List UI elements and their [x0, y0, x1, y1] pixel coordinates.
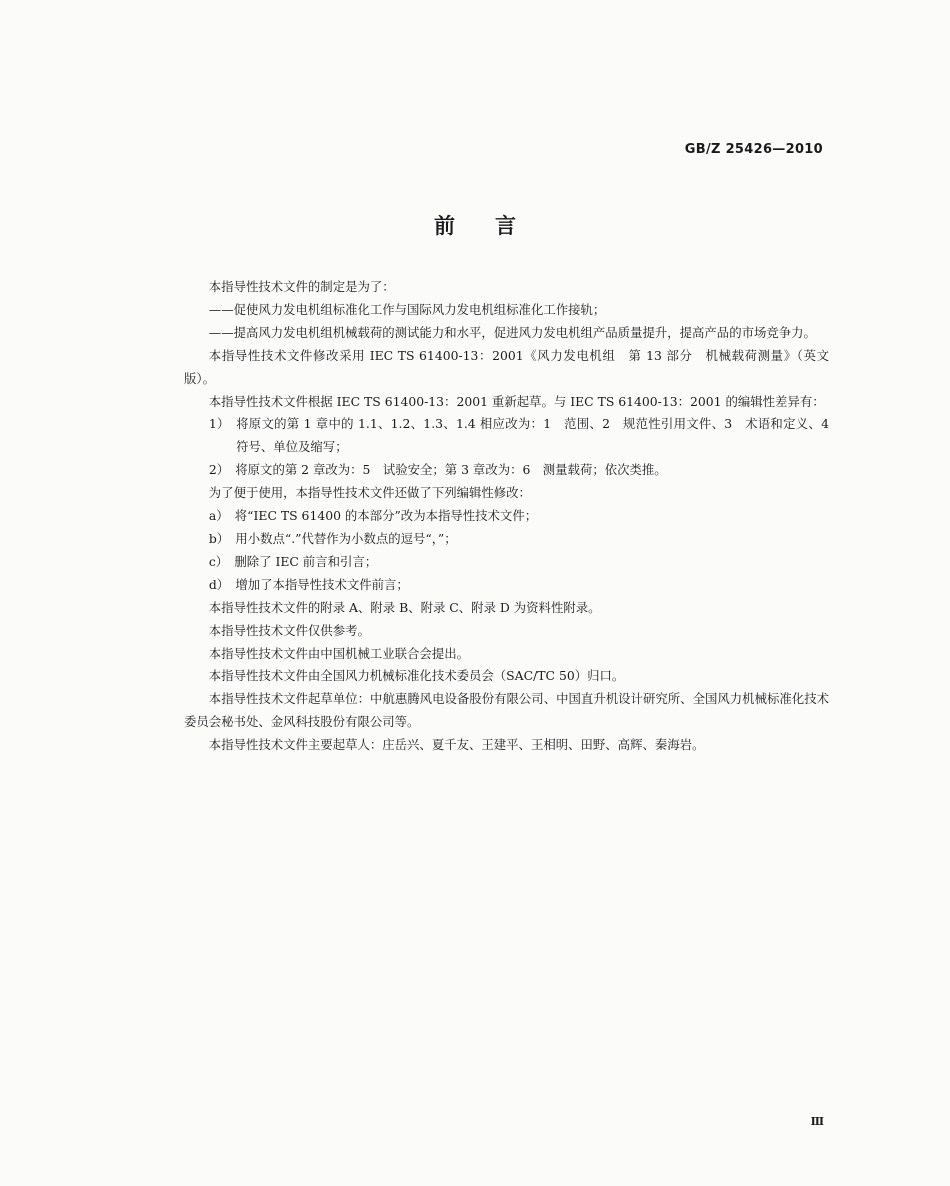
page-title: 前言 [434, 214, 556, 238]
editorial-item-a: a） 将“IEC TS 61400 的本部分”改为本指导性技术文件； [208, 508, 538, 524]
paragraph-editorial-intro: 为了便于使用，本指导性技术文件还做了下列编辑性修改： [208, 485, 531, 501]
paragraph-differences: 本指导性技术文件根据 IEC TS 61400-13：2001 重新起草。与 IEC TS 61400-13：2001 的编辑性差异有： [208, 393, 825, 409]
editorial-item-b: b） 用小数点“.”代替作为小数点的逗号“，”； [208, 530, 457, 546]
foreword-body [184, 276, 842, 757]
paragraph-drafting-units: 本指导性技术文件起草单位：中航惠腾风电设备股份有限公司、中国直升机设计研究所、全国风力机械标准化技术委员会秘书处、金风科技股份有限公司等。 [184, 691, 829, 730]
standard-code: GB/Z 25426—2010 [684, 142, 823, 157]
difference-item-1: 1） 将原文的第 1 章中的 1.1、1.2、1.3、1.4 相应改为：1 范围、2 规范性引用文件、3 术语和定义、4 符号、单位及缩写； [208, 416, 842, 455]
difference-item-2: 2） 将原文的第 2 章改为：5 试验安全；第 3 章改为：6 测量载荷；依次类推。 [208, 462, 667, 478]
paragraph-annexes: 本指导性技术文件的附录 A、附录 B、附录 C、附录 D 为资料性附录。 [208, 599, 601, 615]
purpose-item-1: ——促使风力发电机组标准化工作与国际风力发电机组标准化工作接轨； [208, 301, 606, 317]
paragraph-reference-only: 本指导性技术文件仅供参考。 [208, 622, 370, 638]
editorial-item-d: d） 增加了本指导性技术文件前言； [208, 576, 409, 592]
page-number: Ⅲ [810, 1115, 824, 1128]
purpose-item-2: ——提高风力发电机组机械载荷的测试能力和水平，促进风力发电机组产品质量提升，提高产品的市场竞争力。 [208, 324, 816, 340]
paragraph-centralized-by: 本指导性技术文件由全国风力机械标准化技术委员会（SAC/TC 50）归口。 [208, 668, 625, 684]
paragraph-drafters: 本指导性技术文件主要起草人：庄岳兴、夏千友、王建平、王相明、田野、高辉、秦海岩。 [208, 737, 705, 753]
paragraph-proposed-by: 本指导性技术文件由中国机械工业联合会提出。 [208, 645, 469, 661]
paragraph-adoption: 本指导性技术文件修改采用 IEC TS 61400-13：2001《风力发电机组 第 13 部分 机械载荷测量》（英文版）。 [184, 347, 829, 386]
editorial-item-c: c） 删除了 IEC 前言和引言； [208, 553, 378, 569]
paragraph-purpose-intro: 本指导性技术文件的制定是为了： [208, 279, 395, 294]
